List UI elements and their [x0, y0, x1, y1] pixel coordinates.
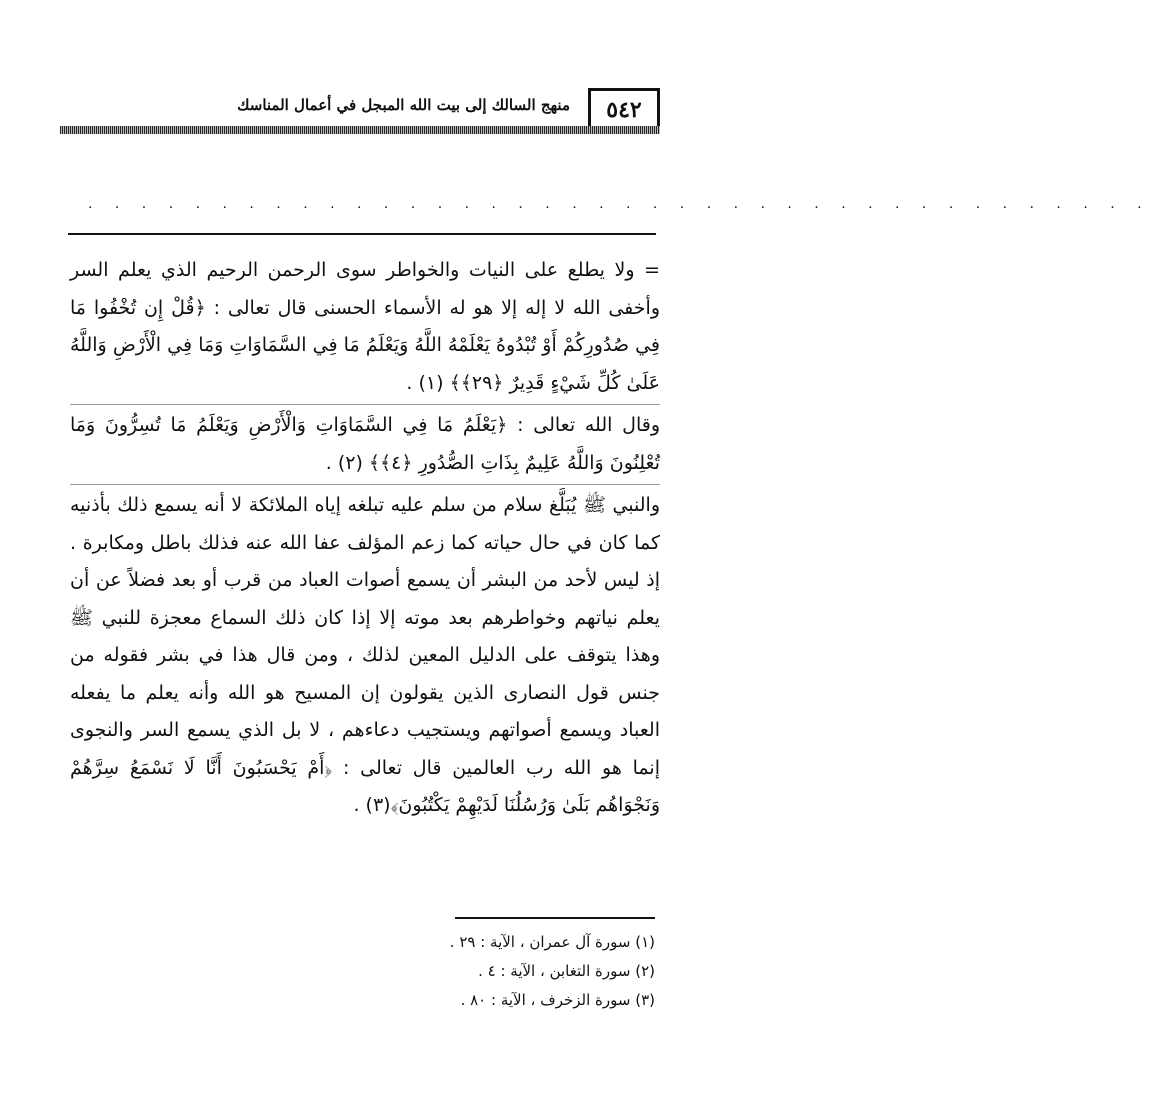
footnote-2: (٢) سورة التغابن ، الآية : ٤ .	[478, 962, 655, 980]
footnote-1: (١) سورة آل عمران ، الآية : ٢٩ .	[449, 933, 655, 951]
text-top-rule	[68, 233, 656, 235]
page-number: ٥٤٢	[588, 88, 660, 128]
dotted-separator: . . . . . . . . . . . . . . . . . . . . . . . . . . . . . . . . . . . . . . . .	[88, 196, 1151, 212]
page-header	[60, 88, 660, 136]
paragraph-1: = ولا يطلع على النيات والخواطر سوى الرحمن الرحيم الذي يعلم السر وأخفى الله لا إله إلا هو له الأسماء الحسنى قال تعالى : ﴿قُلْ إِن تُخْفُوا مَا فِي صُدُورِكُمْ أَوْ تُبْدُوهُ يَعْلَمْهُ اللَّهُ وَيَعْلَمُ مَا فِي السَّمَاوَاتِ وَمَا فِي الْأَرْضِ وَاللَّهُ عَلَىٰ كُلِّ شَيْءٍ قَدِيرٌ ﴿٢٩﴾﴾ (١) .	[70, 259, 660, 394]
footnote-3: (٣) سورة الزخرف ، الآية : ٨٠ .	[460, 991, 655, 1009]
footnotes	[300, 928, 655, 1015]
main-text	[70, 252, 660, 827]
header-rule	[60, 126, 660, 134]
footnote-rule	[455, 917, 655, 919]
paragraph-2: وقال الله تعالى : ﴿يَعْلَمُ مَا فِي السَّمَاوَاتِ وَالْأَرْضِ وَيَعْلَمُ مَا تُسِرُّونَ وَمَا تُعْلِنُونَ وَاللَّهُ عَلِيمٌ بِذَاتِ الصُّدُورِ ﴿٤﴾﴾ (٢) .	[70, 404, 660, 482]
running-title: منهج السالك إلى بيت الله المبجل في أعمال المناسك	[237, 96, 570, 114]
paragraph-3: والنبي ﷺ يُبَلَّغ سلام من سلم عليه تبلغه إياه الملائكة لا أنه يسمع ذلك بأذنيه كما كان في حال حياته كما زعم المؤلف عفا الله عنه فذلك باطل ومكابرة . إذ ليس لأحد من البشر أن يسمع أصوات العباد من قرب أو بعد فضلاً عن أن يعلم نياتهم وخواطرهم بعد موته إلا إذا كان ذلك السماع معجزة للنبي ﷺ وهذا يتوقف على الدليل المعين لذلك ، ومن قال هذا في بشر فقوله من جنس قول النصارى الذين يقولون إن المسيح هو الله وأنه يعلم ما يفعله العباد ويسمع أصواتهم ويستجيب دعاءهم ، لا بل الذي يسمع السر والنجوى إنما هو الله رب العالمين قال تعالى : ﴿أَمْ يَحْسَبُونَ أَنَّا لَا نَسْمَعُ سِرَّهُمْ وَنَجْوَاهُم بَلَىٰ وَرُسُلُنَا لَدَيْهِمْ يَكْتُبُونَ﴾(٣) .	[70, 484, 660, 825]
